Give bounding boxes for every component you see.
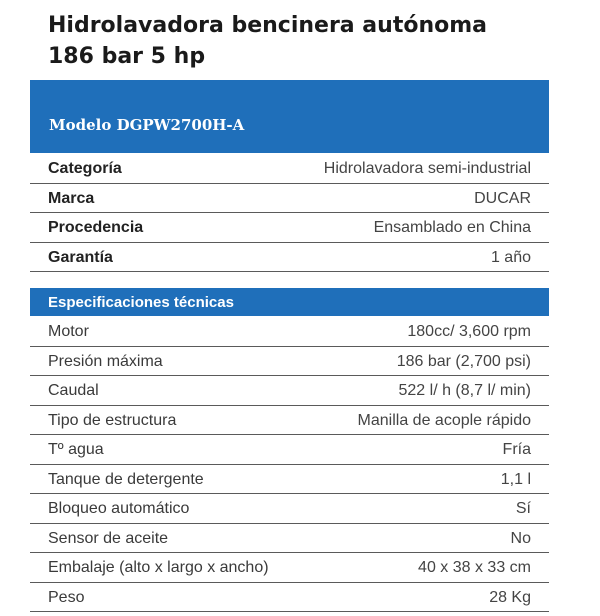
- row-key: Motor: [48, 323, 89, 340]
- row-value: 186 bar (2,700 psi): [396, 352, 531, 370]
- row-key: Presión máxima: [48, 352, 163, 370]
- table-row: [30, 213, 549, 243]
- row-key: Tanque de detergente: [48, 470, 204, 488]
- specs-header-label: Especificaciones técnicas: [48, 294, 234, 311]
- row-value: Fría: [502, 441, 531, 458]
- table-row: [30, 524, 549, 554]
- table-row: [30, 347, 549, 377]
- table-row: [30, 154, 549, 184]
- title-line-2: 186 bar 5 hp: [48, 44, 206, 69]
- row-value: Hidrolavadora semi-industrial: [323, 160, 531, 177]
- row-value: Manilla de acople rápido: [357, 411, 531, 429]
- row-key: Categoría: [48, 160, 122, 177]
- row-value: Sí: [515, 500, 531, 517]
- row-value: Ensamblado en China: [373, 219, 531, 236]
- row-key: Bloqueo automático: [48, 500, 190, 517]
- row-key: Peso: [48, 588, 85, 606]
- general-info-table: [30, 154, 549, 272]
- row-value: 1,1 l: [500, 470, 531, 488]
- row-value: No: [510, 529, 531, 547]
- row-key: Embalaje (alto x largo x ancho): [48, 559, 269, 576]
- row-key: Tipo de estructura: [48, 411, 177, 429]
- row-value: 180cc/ 3,600 rpm: [407, 323, 531, 340]
- table-row: [30, 184, 549, 214]
- row-key: Marca: [48, 189, 95, 207]
- row-key: Procedencia: [48, 219, 144, 236]
- table-row: [30, 406, 549, 436]
- row-key: Garantía: [48, 248, 113, 266]
- row-value: 40 x 38 x 33 cm: [418, 559, 531, 576]
- table-row: [30, 465, 549, 495]
- table-row: [30, 317, 549, 347]
- table-row: [30, 243, 549, 273]
- table-row: [30, 583, 549, 613]
- table-row: [30, 435, 549, 465]
- model-header: [30, 80, 549, 153]
- row-key: Sensor de aceite: [48, 529, 169, 547]
- row-value: 522 l/ h (8,7 l/ min): [398, 382, 531, 399]
- page-title: [48, 10, 588, 72]
- row-value: DUCAR: [474, 189, 531, 207]
- row-value: 1 año: [490, 248, 531, 266]
- specs-header: [30, 288, 549, 316]
- model-label: Modelo DGPW2700H-A: [49, 116, 245, 134]
- table-row: [30, 494, 549, 524]
- table-row: [30, 553, 549, 583]
- table-row: [30, 376, 549, 406]
- row-key: Caudal: [48, 382, 99, 399]
- title-line-1: Hidrolavadora bencinera autónoma: [48, 13, 487, 38]
- specs-table: [30, 317, 549, 612]
- row-value: 28 Kg: [489, 588, 531, 606]
- row-key: Tº agua: [48, 441, 104, 458]
